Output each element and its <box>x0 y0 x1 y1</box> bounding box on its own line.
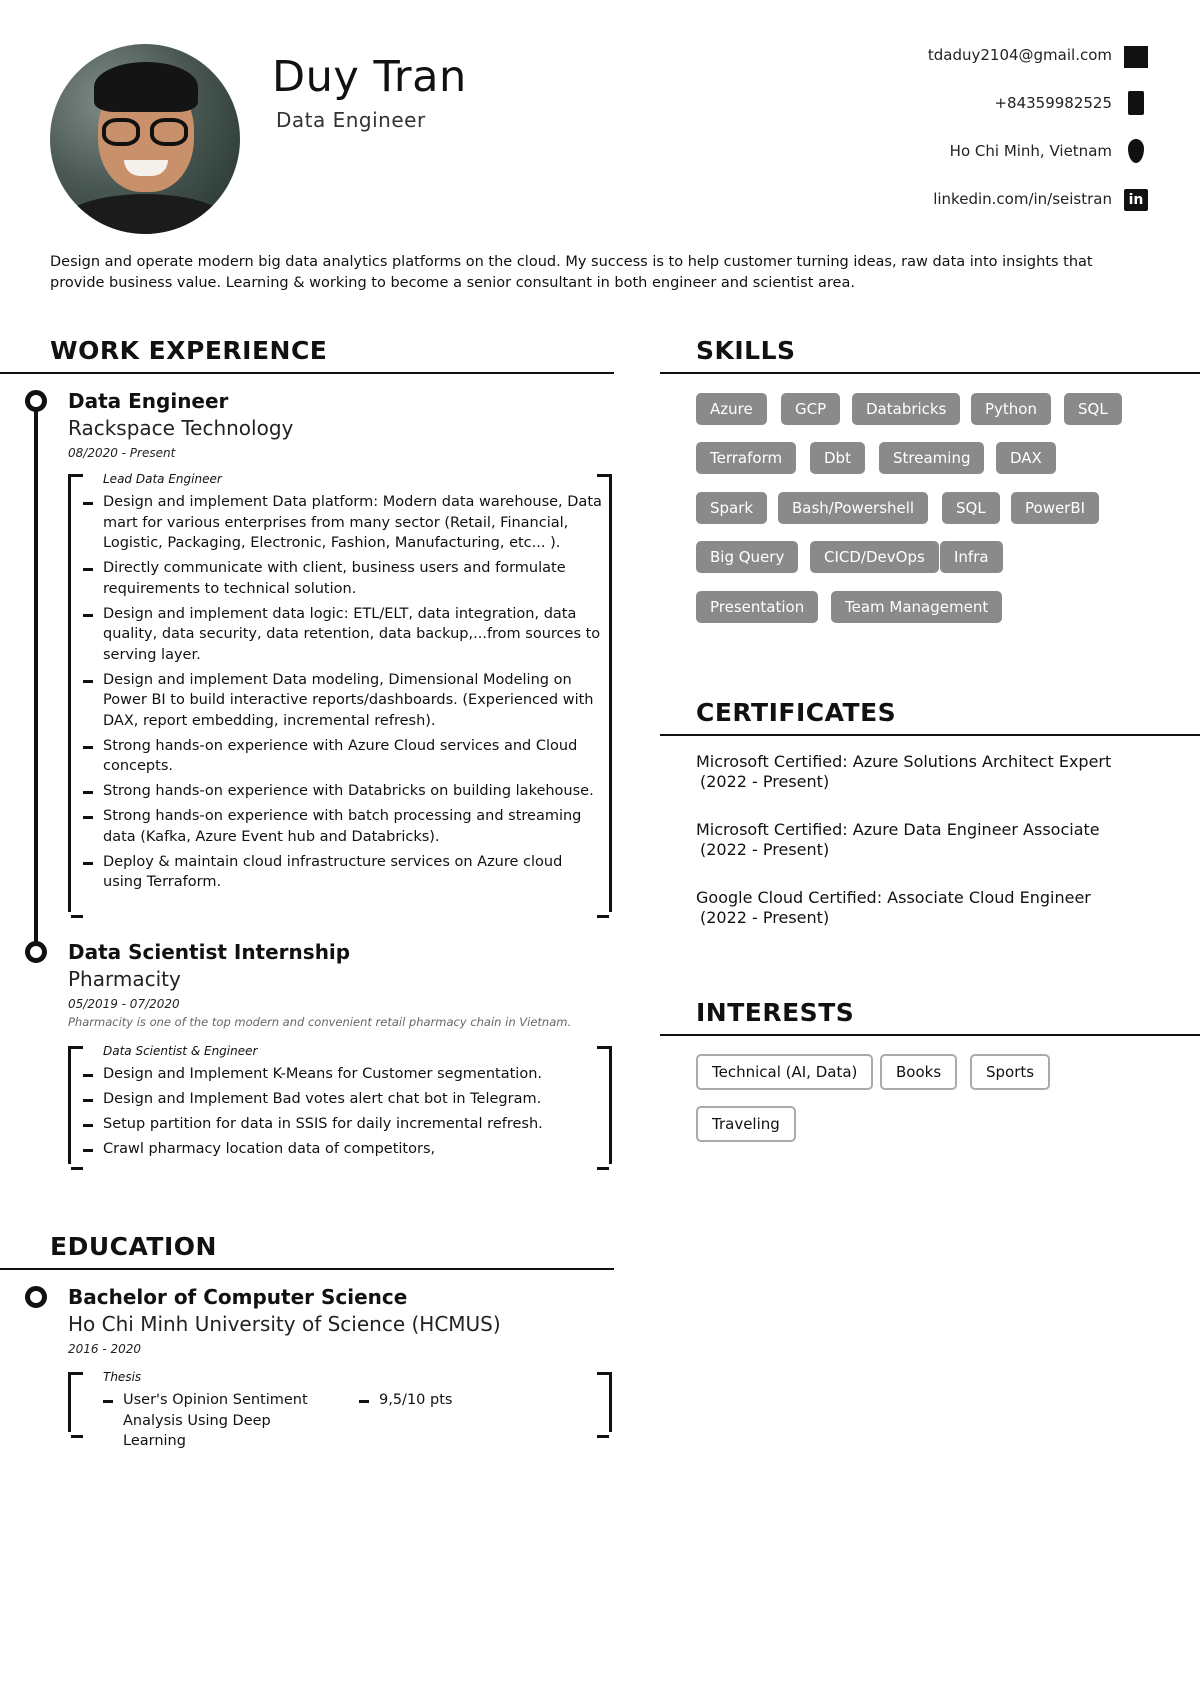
company-name: Rackspace Technology <box>68 416 294 440</box>
education-dates: 2016 - 2020 <box>68 1342 142 1356</box>
skill-tag: Terraform <box>696 442 796 474</box>
phone-icon <box>1128 91 1144 115</box>
skill-tag: Streaming <box>879 442 984 474</box>
linkedin-link[interactable]: linkedin.com/in/seistran <box>933 190 1112 208</box>
job-details <box>68 474 612 912</box>
degree-title: Bachelor of Computer Science <box>68 1285 408 1309</box>
job-subrole: Lead Data Engineer <box>103 472 222 486</box>
certificate-name: Google Cloud Certified: Associate Cloud Engineer <box>696 888 1091 907</box>
skill-tag: GCP <box>781 393 840 425</box>
certificate-item <box>696 820 1166 860</box>
person-role: Data Engineer <box>276 108 426 132</box>
section-title-interests: INTERESTS <box>696 998 855 1027</box>
location-pin-icon <box>1128 139 1144 163</box>
job-dates: 08/2020 - Present <box>68 446 176 460</box>
list-item: Design and implement Data platform: Modern data warehouse, Data mart for various enterprises from many sector (Retail, Financial, Logistic, Packaging, Electronic, Fashion, Manufacturing, etc... ). <box>83 492 603 554</box>
section-title-work: WORK EXPERIENCE <box>50 336 328 365</box>
list-item: Design and implement Data modeling, Dimensional Modeling on Power BI to build interactive reports/dashboards. (Experienced with DAX, report embedding, incremental refresh). <box>83 670 603 732</box>
section-divider <box>0 1268 614 1270</box>
location-text: Ho Chi Minh, Vietnam <box>949 142 1112 160</box>
skill-tag: Python <box>971 393 1051 425</box>
email-text[interactable]: tdaduy2104@gmail.com <box>927 46 1112 64</box>
certificate-item <box>696 752 1166 792</box>
phone-text: +84359982525 <box>994 94 1112 112</box>
skill-tag: Infra <box>940 541 1003 573</box>
certificate-name: Microsoft Certified: Azure Data Engineer Associate <box>696 820 1100 839</box>
interest-tag: Traveling <box>696 1106 796 1142</box>
skill-tag: DAX <box>996 442 1056 474</box>
skill-tag: Big Query <box>696 541 798 573</box>
section-divider <box>660 734 1200 736</box>
company-name: Pharmacity <box>68 967 181 991</box>
skill-tag: SQL <box>942 492 1000 524</box>
job-details <box>68 1046 612 1164</box>
skill-tag: Databricks <box>852 393 960 425</box>
list-item: Design and Implement K-Means for Customer segmentation. <box>83 1064 603 1085</box>
section-divider <box>660 372 1200 374</box>
skill-tag: Bash/Powershell <box>778 492 928 524</box>
job-dates: 05/2019 - 07/2020 <box>68 997 180 1011</box>
certificate-period: (2022 - Present) <box>700 840 830 859</box>
skill-tag: Presentation <box>696 591 818 623</box>
summary-text: Design and operate modern big data analytics platforms on the cloud. My success is to help customer turning ideas, raw data into insights that provide business value. Learning & working to become a senior consultant in both engineer and scientist area. <box>50 254 1093 291</box>
list-item: Directly communicate with client, business users and formulate requirements to technical solution. <box>83 558 603 599</box>
certificate-name: Microsoft Certified: Azure Solutions Architect Expert <box>696 752 1112 771</box>
section-divider <box>660 1034 1200 1036</box>
profile-photo <box>50 44 240 234</box>
certificate-period: (2022 - Present) <box>700 772 830 791</box>
skill-tag: PowerBI <box>1011 492 1099 524</box>
skill-tag: Dbt <box>810 442 865 474</box>
interest-tag: Sports <box>970 1054 1050 1090</box>
person-name: Duy Tran <box>272 52 467 102</box>
section-divider <box>0 372 614 374</box>
interest-tag: Technical (AI, Data) <box>696 1054 873 1090</box>
certificate-item <box>696 888 1166 928</box>
thesis-score: 9,5/10 pts <box>359 1390 452 1411</box>
skill-tag: CICD/DevOps <box>810 541 939 573</box>
timeline-line <box>34 404 38 950</box>
job-subrole: Data Scientist & Engineer <box>103 1044 258 1058</box>
list-item: Setup partition for data in SSIS for daily incremental refresh. <box>83 1114 603 1135</box>
skill-tag: SQL <box>1064 393 1122 425</box>
interest-tag: Books <box>880 1054 957 1090</box>
skill-tag: Azure <box>696 393 767 425</box>
thesis-title: User's Opinion Sentiment Analysis Using Deep Learning <box>103 1390 333 1452</box>
skill-tag: Spark <box>696 492 767 524</box>
job-bullets <box>83 492 603 897</box>
job-title: Data Scientist Internship <box>68 940 351 964</box>
certificate-period: (2022 - Present) <box>700 908 830 927</box>
list-item: Crawl pharmacy location data of competitors, <box>83 1139 603 1160</box>
list-item: Strong hands-on experience with batch processing and streaming data (Kafka, Azure Event hub and Databricks). <box>83 806 603 847</box>
section-title-certificates: CERTIFICATES <box>696 698 897 727</box>
timeline-dot <box>25 390 47 412</box>
company-description: Pharmacity is one of the top modern and convenient retail pharmacy chain in Vietnam. <box>68 1015 572 1029</box>
list-item: Strong hands-on experience with Azure Cloud services and Cloud concepts. <box>83 736 603 777</box>
email-icon <box>1124 46 1148 68</box>
timeline-dot <box>25 1286 47 1308</box>
thesis-details <box>68 1370 612 1449</box>
school-name: Ho Chi Minh University of Science (HCMUS) <box>68 1312 501 1336</box>
section-title-skills: SKILLS <box>696 336 796 365</box>
list-item: Strong hands-on experience with Databricks on building lakehouse. <box>83 781 603 802</box>
job-bullets <box>83 1064 603 1164</box>
linkedin-icon: in <box>1124 189 1148 211</box>
job-title: Data Engineer <box>68 389 229 413</box>
timeline-dot <box>25 941 47 963</box>
list-item: Design and Implement Bad votes alert chat bot in Telegram. <box>83 1089 603 1110</box>
section-title-education: EDUCATION <box>50 1232 217 1261</box>
skill-tag: Team Management <box>831 591 1002 623</box>
list-item: Design and implement data logic: ETL/ELT, data integration, data quality, data security, data retention, data backup,...from sources to serving layer. <box>83 604 603 666</box>
thesis-label: Thesis <box>103 1370 142 1384</box>
list-item: Deploy & maintain cloud infrastructure services on Azure cloud using Terraform. <box>83 852 603 893</box>
